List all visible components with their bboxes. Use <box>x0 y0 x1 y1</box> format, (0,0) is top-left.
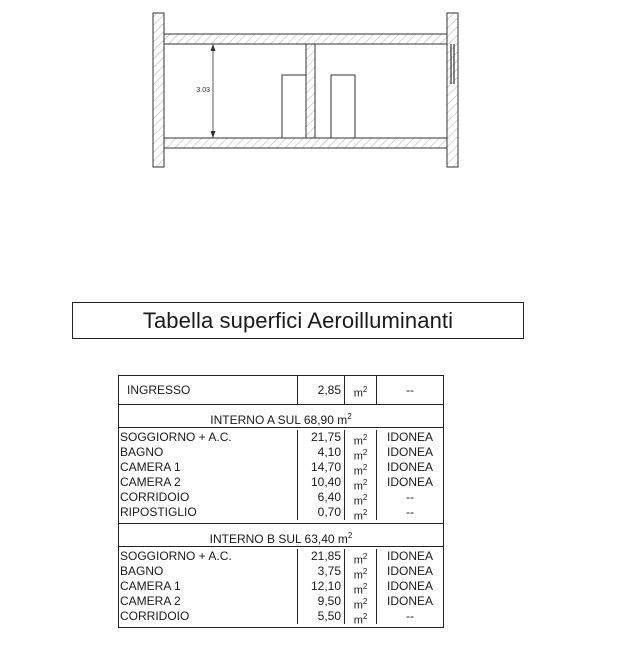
partition-wall <box>306 44 315 138</box>
unit: $m^2$ <box>344 609 376 624</box>
room-area: 10,40 <box>297 475 344 490</box>
room-name: CAMERA 1 <box>120 460 181 474</box>
room-status: IDONEA <box>376 579 443 594</box>
unit: $m^2$ <box>344 460 376 475</box>
unit: $m^2$ <box>344 579 376 594</box>
room-name: SOGGIORNO + A.C. <box>120 430 232 444</box>
room-area: 3,75 <box>297 564 344 579</box>
room-area: 5,50 <box>297 609 344 624</box>
table-row <box>119 445 443 463</box>
unit: $m^2$ <box>344 505 376 520</box>
room-name: BAGNO <box>120 445 164 459</box>
room-status: IDONEA <box>376 460 443 475</box>
door-right <box>331 75 355 138</box>
room-area: 21,75 <box>297 430 344 445</box>
table-row <box>119 376 443 404</box>
room-status: IDONEA <box>376 549 443 564</box>
table-row <box>119 430 443 448</box>
room-area: 12,10 <box>297 579 344 594</box>
unit: $m^2$ <box>344 475 376 490</box>
door-left <box>282 75 306 138</box>
section-header-interno-a: INTERNO A SUL 68,90 $m^2$ <box>119 404 443 428</box>
room-area: 9,50 <box>297 594 344 609</box>
room-name: BAGNO <box>120 564 164 578</box>
room-area: 4,10 <box>297 445 344 460</box>
room-name: SOGGIORNO + A.C. <box>120 549 232 563</box>
room-name: CAMERA 2 <box>120 594 181 608</box>
room-area: 0,70 <box>297 505 344 520</box>
room-status: IDONEA <box>376 564 443 579</box>
unit: $m^2$ <box>344 430 376 445</box>
table-row <box>119 460 443 478</box>
room-status: IDONEA <box>376 445 443 460</box>
table-row <box>119 505 443 523</box>
room-name: CORRIDOIO <box>120 609 190 623</box>
room-name: RIPOSTIGLIO <box>120 505 197 519</box>
room-area: 6,40 <box>297 490 344 505</box>
top-slab <box>164 34 447 44</box>
room-name: CAMERA 2 <box>120 475 181 489</box>
table-row <box>119 490 443 508</box>
room-status: -- <box>376 490 443 505</box>
unit: $m^2$ <box>344 490 376 505</box>
interno-a-rows <box>119 428 443 523</box>
table-row <box>119 579 443 597</box>
room-name: CORRIDOIO <box>120 490 190 504</box>
room-status: IDONEA <box>376 430 443 445</box>
room-name: INGRESSO <box>127 383 191 397</box>
right-wall <box>447 13 458 167</box>
table-row <box>119 549 443 567</box>
bottom-slab <box>164 138 447 148</box>
interno-b-rows <box>119 547 443 627</box>
room-area: 14,70 <box>297 460 344 475</box>
room-area: 2,85 <box>297 376 344 404</box>
room-status: -- <box>376 505 443 520</box>
table-row <box>119 609 443 627</box>
unit: $m^2$ <box>344 445 376 460</box>
unit: $m^2$ <box>344 376 376 404</box>
dimension-label: 3.03 <box>196 87 210 94</box>
table-row <box>119 564 443 582</box>
room-status: -- <box>376 376 443 404</box>
room-status: IDONEA <box>376 475 443 490</box>
room-area: 21,85 <box>297 549 344 564</box>
unit: $m^2$ <box>344 549 376 564</box>
surface-table <box>118 375 444 628</box>
table-row <box>119 594 443 612</box>
room-status: IDONEA <box>376 594 443 609</box>
table-title: Tabella superfici Aeroilluminanti <box>72 302 524 339</box>
section-header-interno-b: INTERNO B SUL 63,40 $m^2$ <box>119 523 443 547</box>
table-row <box>119 475 443 493</box>
unit: $m^2$ <box>344 564 376 579</box>
left-wall <box>153 13 164 167</box>
room-status: -- <box>376 609 443 624</box>
room-name: CAMERA 1 <box>120 579 181 593</box>
section-drawing <box>0 0 617 300</box>
unit: $m^2$ <box>344 594 376 609</box>
